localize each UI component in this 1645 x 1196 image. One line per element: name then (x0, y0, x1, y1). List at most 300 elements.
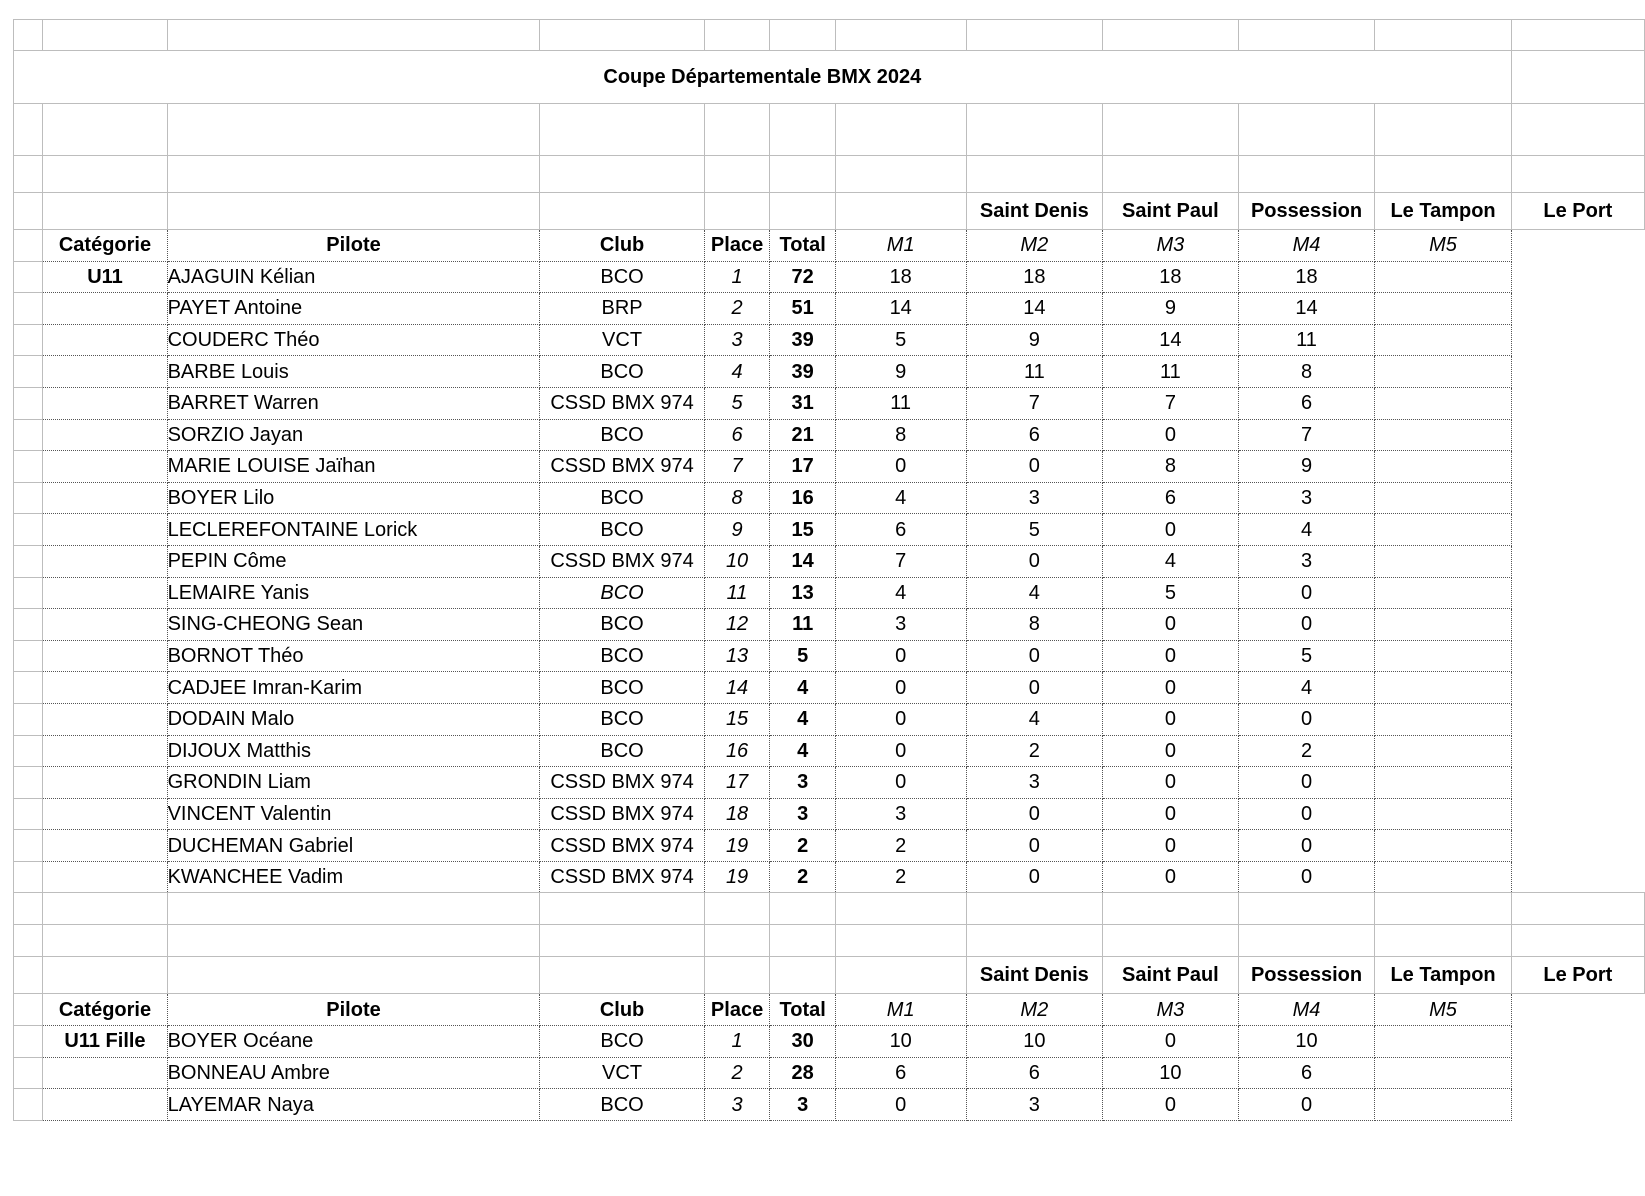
total-value: 15 (770, 514, 835, 546)
empty-cell (835, 957, 966, 994)
empty-cell (43, 1057, 167, 1089)
empty-cell (770, 193, 835, 230)
header-manche: M3 (1103, 994, 1239, 1026)
empty-cell (167, 20, 540, 51)
manche-score (1375, 451, 1511, 483)
manche-score: 3 (966, 767, 1103, 799)
manche-score: 6 (1238, 387, 1375, 419)
empty-cell (14, 861, 43, 893)
manche-score: 0 (1103, 830, 1239, 862)
header-manche: M5 (1375, 994, 1511, 1026)
place-value: 17 (704, 767, 770, 799)
empty-cell (704, 193, 770, 230)
empty-cell (43, 640, 167, 672)
place-value: 11 (704, 577, 770, 609)
manche-score (1375, 767, 1511, 799)
empty-cell (1238, 156, 1375, 193)
empty-cell (14, 577, 43, 609)
column-header-row (14, 994, 1645, 1026)
empty-cell (43, 451, 167, 483)
manche-score (1375, 387, 1511, 419)
club-name: CSSD BMX 974 (540, 451, 704, 483)
header-manche: M3 (1103, 230, 1239, 262)
place-value: 10 (704, 545, 770, 577)
total-value: 4 (770, 703, 835, 735)
manche-score: 7 (1238, 419, 1375, 451)
empty-cell (1375, 104, 1511, 156)
manche-score: 4 (966, 577, 1103, 609)
club-name: BCO (540, 1026, 704, 1058)
manche-score (1375, 1057, 1511, 1089)
empty-cell (167, 193, 540, 230)
manche-score: 0 (1238, 609, 1375, 641)
pilote-name: DUCHEMAN Gabriel (167, 830, 540, 862)
manche-score: 0 (966, 451, 1103, 483)
empty-cell (43, 861, 167, 893)
table-row (14, 293, 1645, 325)
manche-score: 0 (1103, 798, 1239, 830)
empty-cell (14, 193, 43, 230)
place-value: 19 (704, 830, 770, 862)
club-name: BCO (540, 577, 704, 609)
empty-cell (704, 893, 770, 925)
manche-score: 0 (1238, 767, 1375, 799)
pilote-name: DODAIN Malo (167, 703, 540, 735)
empty-cell (966, 925, 1103, 957)
empty-cell (14, 672, 43, 704)
empty-cell (1238, 20, 1375, 51)
manche-score: 0 (835, 672, 966, 704)
table-row (14, 609, 1645, 641)
manche-score: 2 (1238, 735, 1375, 767)
manche-score (1375, 261, 1511, 293)
empty-cell (43, 767, 167, 799)
table-row (14, 514, 1645, 546)
table-row (14, 767, 1645, 799)
total-value: 51 (770, 293, 835, 325)
club-name: BRP (540, 293, 704, 325)
header-club: Club (540, 230, 704, 262)
pilote-name: MARIE LOUISE Jaïhan (167, 451, 540, 483)
manche-score: 4 (835, 577, 966, 609)
manche-score: 9 (1238, 451, 1375, 483)
total-value: 30 (770, 1026, 835, 1058)
table-row (14, 672, 1645, 704)
empty-cell (704, 104, 770, 156)
empty-cell (43, 925, 167, 957)
empty-cell (14, 293, 43, 325)
club-name: BCO (540, 514, 704, 546)
empty-cell (1103, 156, 1239, 193)
manche-score: 4 (966, 703, 1103, 735)
empty-cell (43, 735, 167, 767)
pilote-name: LEMAIRE Yanis (167, 577, 540, 609)
title-row (14, 51, 1645, 104)
manche-score: 3 (966, 482, 1103, 514)
manche-score: 0 (835, 1089, 966, 1121)
empty-cell (540, 156, 704, 193)
column-header-row (14, 230, 1645, 262)
empty-cell (704, 20, 770, 51)
total-value: 17 (770, 451, 835, 483)
empty-cell (167, 104, 540, 156)
manche-score: 6 (1103, 482, 1239, 514)
empty-cell (43, 545, 167, 577)
empty-cell (43, 514, 167, 546)
manche-score: 0 (1238, 798, 1375, 830)
table-row (14, 356, 1645, 388)
empty-cell (1375, 925, 1511, 957)
place-value: 18 (704, 798, 770, 830)
total-value: 4 (770, 735, 835, 767)
header-manche: M2 (966, 230, 1103, 262)
club-name: BCO (540, 672, 704, 704)
empty-cell (1511, 925, 1644, 957)
manche-score (1375, 672, 1511, 704)
club-name: BCO (540, 735, 704, 767)
manche-score: 9 (966, 324, 1103, 356)
manche-score: 7 (966, 387, 1103, 419)
empty-cell (1511, 893, 1644, 925)
header-manche: M1 (835, 994, 966, 1026)
pilote-name: LAYEMAR Naya (167, 1089, 540, 1121)
club-name: BCO (540, 482, 704, 514)
place-value: 3 (704, 324, 770, 356)
empty-cell (540, 20, 704, 51)
manche-score: 9 (835, 356, 966, 388)
manche-score: 0 (1103, 1026, 1239, 1058)
manche-score: 0 (1238, 861, 1375, 893)
empty-cell (43, 798, 167, 830)
total-value: 13 (770, 577, 835, 609)
manche-score (1375, 293, 1511, 325)
manche-score (1375, 514, 1511, 546)
empty-cell (1511, 156, 1644, 193)
empty-cell (770, 957, 835, 994)
pilote-name: BOYER Lilo (167, 482, 540, 514)
table-row (14, 324, 1645, 356)
empty-cell (1375, 20, 1511, 51)
manche-score (1375, 703, 1511, 735)
place-value: 12 (704, 609, 770, 641)
empty-cell (14, 514, 43, 546)
total-value: 39 (770, 356, 835, 388)
place-value: 1 (704, 1026, 770, 1058)
table-row (14, 861, 1645, 893)
pilote-name: CADJEE Imran-Karim (167, 672, 540, 704)
empty-cell (1511, 104, 1644, 156)
header-place: Place (704, 994, 770, 1026)
table-row (14, 830, 1645, 862)
manche-score: 0 (835, 735, 966, 767)
empty-cell (704, 925, 770, 957)
pilote-name: GRONDIN Liam (167, 767, 540, 799)
place-value: 13 (704, 640, 770, 672)
manche-score: 8 (835, 419, 966, 451)
pilote-name: LECLEREFONTAINE Lorick (167, 514, 540, 546)
manche-score: 0 (1103, 703, 1239, 735)
empty-cell (14, 640, 43, 672)
empty-cell (14, 387, 43, 419)
pilote-name: BOYER Océane (167, 1026, 540, 1058)
total-value: 3 (770, 798, 835, 830)
empty-cell (1511, 51, 1644, 104)
venue-header-row (14, 193, 1645, 230)
empty-cell (14, 735, 43, 767)
place-value: 7 (704, 451, 770, 483)
venue-header: Saint Denis (966, 193, 1103, 230)
manche-score: 0 (966, 798, 1103, 830)
manche-score: 10 (966, 1026, 1103, 1058)
table-row (14, 640, 1645, 672)
venue-header: Le Port (1511, 957, 1644, 994)
place-value: 6 (704, 419, 770, 451)
manche-score: 0 (966, 640, 1103, 672)
manche-score: 11 (1103, 356, 1239, 388)
header-club: Club (540, 994, 704, 1026)
club-name: BCO (540, 703, 704, 735)
empty-cell (1103, 104, 1239, 156)
header-total: Total (770, 230, 835, 262)
empty-cell (704, 957, 770, 994)
club-name: CSSD BMX 974 (540, 545, 704, 577)
manche-score: 6 (835, 1057, 966, 1089)
empty-cell (43, 156, 167, 193)
place-value: 15 (704, 703, 770, 735)
place-value: 9 (704, 514, 770, 546)
club-name: CSSD BMX 974 (540, 798, 704, 830)
category-label: U11 (43, 261, 167, 293)
total-value: 5 (770, 640, 835, 672)
header-total: Total (770, 994, 835, 1026)
manche-score: 0 (1103, 640, 1239, 672)
manche-score: 11 (835, 387, 966, 419)
empty-cell (966, 893, 1103, 925)
empty-cell (835, 156, 966, 193)
manche-score (1375, 545, 1511, 577)
table-row (14, 703, 1645, 735)
manche-score (1375, 1089, 1511, 1121)
manche-score: 0 (1238, 1089, 1375, 1121)
place-value: 2 (704, 293, 770, 325)
empty-cell (43, 957, 167, 994)
place-value: 4 (704, 356, 770, 388)
manche-score: 4 (1238, 672, 1375, 704)
total-value: 3 (770, 1089, 835, 1121)
manche-score (1375, 609, 1511, 641)
manche-score: 7 (1103, 387, 1239, 419)
empty-cell (14, 830, 43, 862)
empty-cell (167, 925, 540, 957)
manche-score: 0 (966, 861, 1103, 893)
blank-row (14, 20, 1645, 51)
empty-cell (43, 293, 167, 325)
manche-score: 9 (1103, 293, 1239, 325)
manche-score: 0 (1238, 703, 1375, 735)
empty-cell (835, 20, 966, 51)
manche-score (1375, 798, 1511, 830)
total-value: 11 (770, 609, 835, 641)
empty-cell (966, 104, 1103, 156)
table-row (14, 482, 1645, 514)
empty-cell (43, 419, 167, 451)
empty-cell (43, 893, 167, 925)
manche-score (1375, 861, 1511, 893)
empty-cell (167, 156, 540, 193)
club-name: BCO (540, 419, 704, 451)
manche-score: 3 (1238, 482, 1375, 514)
manche-score: 6 (966, 419, 1103, 451)
empty-cell (14, 230, 43, 262)
place-value: 1 (704, 261, 770, 293)
manche-score (1375, 356, 1511, 388)
empty-cell (966, 156, 1103, 193)
empty-cell (1375, 893, 1511, 925)
total-value: 28 (770, 1057, 835, 1089)
club-name: BCO (540, 609, 704, 641)
manche-score: 2 (966, 735, 1103, 767)
empty-cell (1375, 156, 1511, 193)
header-pilote: Pilote (167, 230, 540, 262)
club-name: VCT (540, 1057, 704, 1089)
empty-cell (1103, 20, 1239, 51)
empty-cell (1511, 20, 1644, 51)
table-row (14, 419, 1645, 451)
pilote-name: BORNOT Théo (167, 640, 540, 672)
total-value: 14 (770, 545, 835, 577)
header-pilote: Pilote (167, 994, 540, 1026)
venue-header: Saint Denis (966, 957, 1103, 994)
header-place: Place (704, 230, 770, 262)
manche-score: 18 (1238, 261, 1375, 293)
empty-cell (966, 20, 1103, 51)
empty-cell (540, 957, 704, 994)
manche-score: 0 (1238, 830, 1375, 862)
manche-score: 8 (966, 609, 1103, 641)
manche-score (1375, 577, 1511, 609)
empty-cell (14, 957, 43, 994)
manche-score: 0 (1103, 514, 1239, 546)
empty-cell (1238, 893, 1375, 925)
manche-score (1375, 324, 1511, 356)
manche-score: 0 (1103, 609, 1239, 641)
manche-score: 0 (966, 830, 1103, 862)
club-name: CSSD BMX 974 (540, 830, 704, 862)
empty-cell (43, 672, 167, 704)
place-value: 5 (704, 387, 770, 419)
manche-score: 3 (966, 1089, 1103, 1121)
empty-cell (704, 156, 770, 193)
manche-score: 0 (1103, 861, 1239, 893)
empty-cell (770, 925, 835, 957)
empty-cell (540, 925, 704, 957)
manche-score: 8 (1238, 356, 1375, 388)
empty-cell (14, 451, 43, 483)
empty-cell (540, 893, 704, 925)
empty-cell (43, 356, 167, 388)
manche-score: 5 (1103, 577, 1239, 609)
total-value: 31 (770, 387, 835, 419)
place-value: 8 (704, 482, 770, 514)
manche-score: 18 (966, 261, 1103, 293)
venue-header-row (14, 957, 1645, 994)
manche-score: 5 (1238, 640, 1375, 672)
empty-cell (835, 104, 966, 156)
total-value: 4 (770, 672, 835, 704)
table-row (14, 577, 1645, 609)
total-value: 72 (770, 261, 835, 293)
blank-row (14, 156, 1645, 193)
empty-cell (14, 482, 43, 514)
manche-score: 2 (835, 861, 966, 893)
manche-score: 8 (1103, 451, 1239, 483)
empty-cell (14, 545, 43, 577)
empty-cell (43, 830, 167, 862)
table-row (14, 1026, 1645, 1058)
club-name: CSSD BMX 974 (540, 767, 704, 799)
empty-cell (14, 104, 43, 156)
pilote-name: AJAGUIN Kélian (167, 261, 540, 293)
manche-score (1375, 830, 1511, 862)
venue-header: Possession (1238, 193, 1375, 230)
empty-cell (43, 324, 167, 356)
sheet-title: Coupe Départementale BMX 2024 (14, 51, 1512, 104)
club-name: CSSD BMX 974 (540, 861, 704, 893)
empty-cell (770, 156, 835, 193)
empty-cell (835, 193, 966, 230)
manche-score: 0 (1103, 767, 1239, 799)
pilote-name: SORZIO Jayan (167, 419, 540, 451)
manche-score: 3 (1238, 545, 1375, 577)
table-row (14, 1089, 1645, 1121)
empty-cell (14, 994, 43, 1026)
header-manche: M5 (1375, 230, 1511, 262)
pilote-name: KWANCHEE Vadim (167, 861, 540, 893)
empty-cell (770, 20, 835, 51)
empty-cell (167, 957, 540, 994)
blank-row (14, 893, 1645, 925)
empty-cell (14, 893, 43, 925)
venue-header: Possession (1238, 957, 1375, 994)
header-manche: M1 (835, 230, 966, 262)
manche-score: 4 (1103, 545, 1239, 577)
manche-score: 0 (1103, 672, 1239, 704)
table-row (14, 261, 1645, 293)
manche-score: 0 (966, 672, 1103, 704)
empty-cell (167, 893, 540, 925)
manche-score: 6 (966, 1057, 1103, 1089)
empty-cell (1103, 893, 1239, 925)
pilote-name: COUDERC Théo (167, 324, 540, 356)
total-value: 39 (770, 324, 835, 356)
empty-cell (835, 925, 966, 957)
empty-cell (43, 577, 167, 609)
empty-cell (14, 767, 43, 799)
empty-cell (14, 419, 43, 451)
empty-cell (14, 1057, 43, 1089)
manche-score: 10 (1103, 1057, 1239, 1089)
empty-cell (14, 356, 43, 388)
header-manche: M4 (1238, 230, 1375, 262)
empty-cell (540, 104, 704, 156)
club-name: BCO (540, 356, 704, 388)
empty-cell (43, 1089, 167, 1121)
manche-score (1375, 1026, 1511, 1058)
manche-score: 3 (835, 798, 966, 830)
venue-header: Le Tampon (1375, 193, 1511, 230)
club-name: CSSD BMX 974 (540, 387, 704, 419)
empty-cell (14, 798, 43, 830)
